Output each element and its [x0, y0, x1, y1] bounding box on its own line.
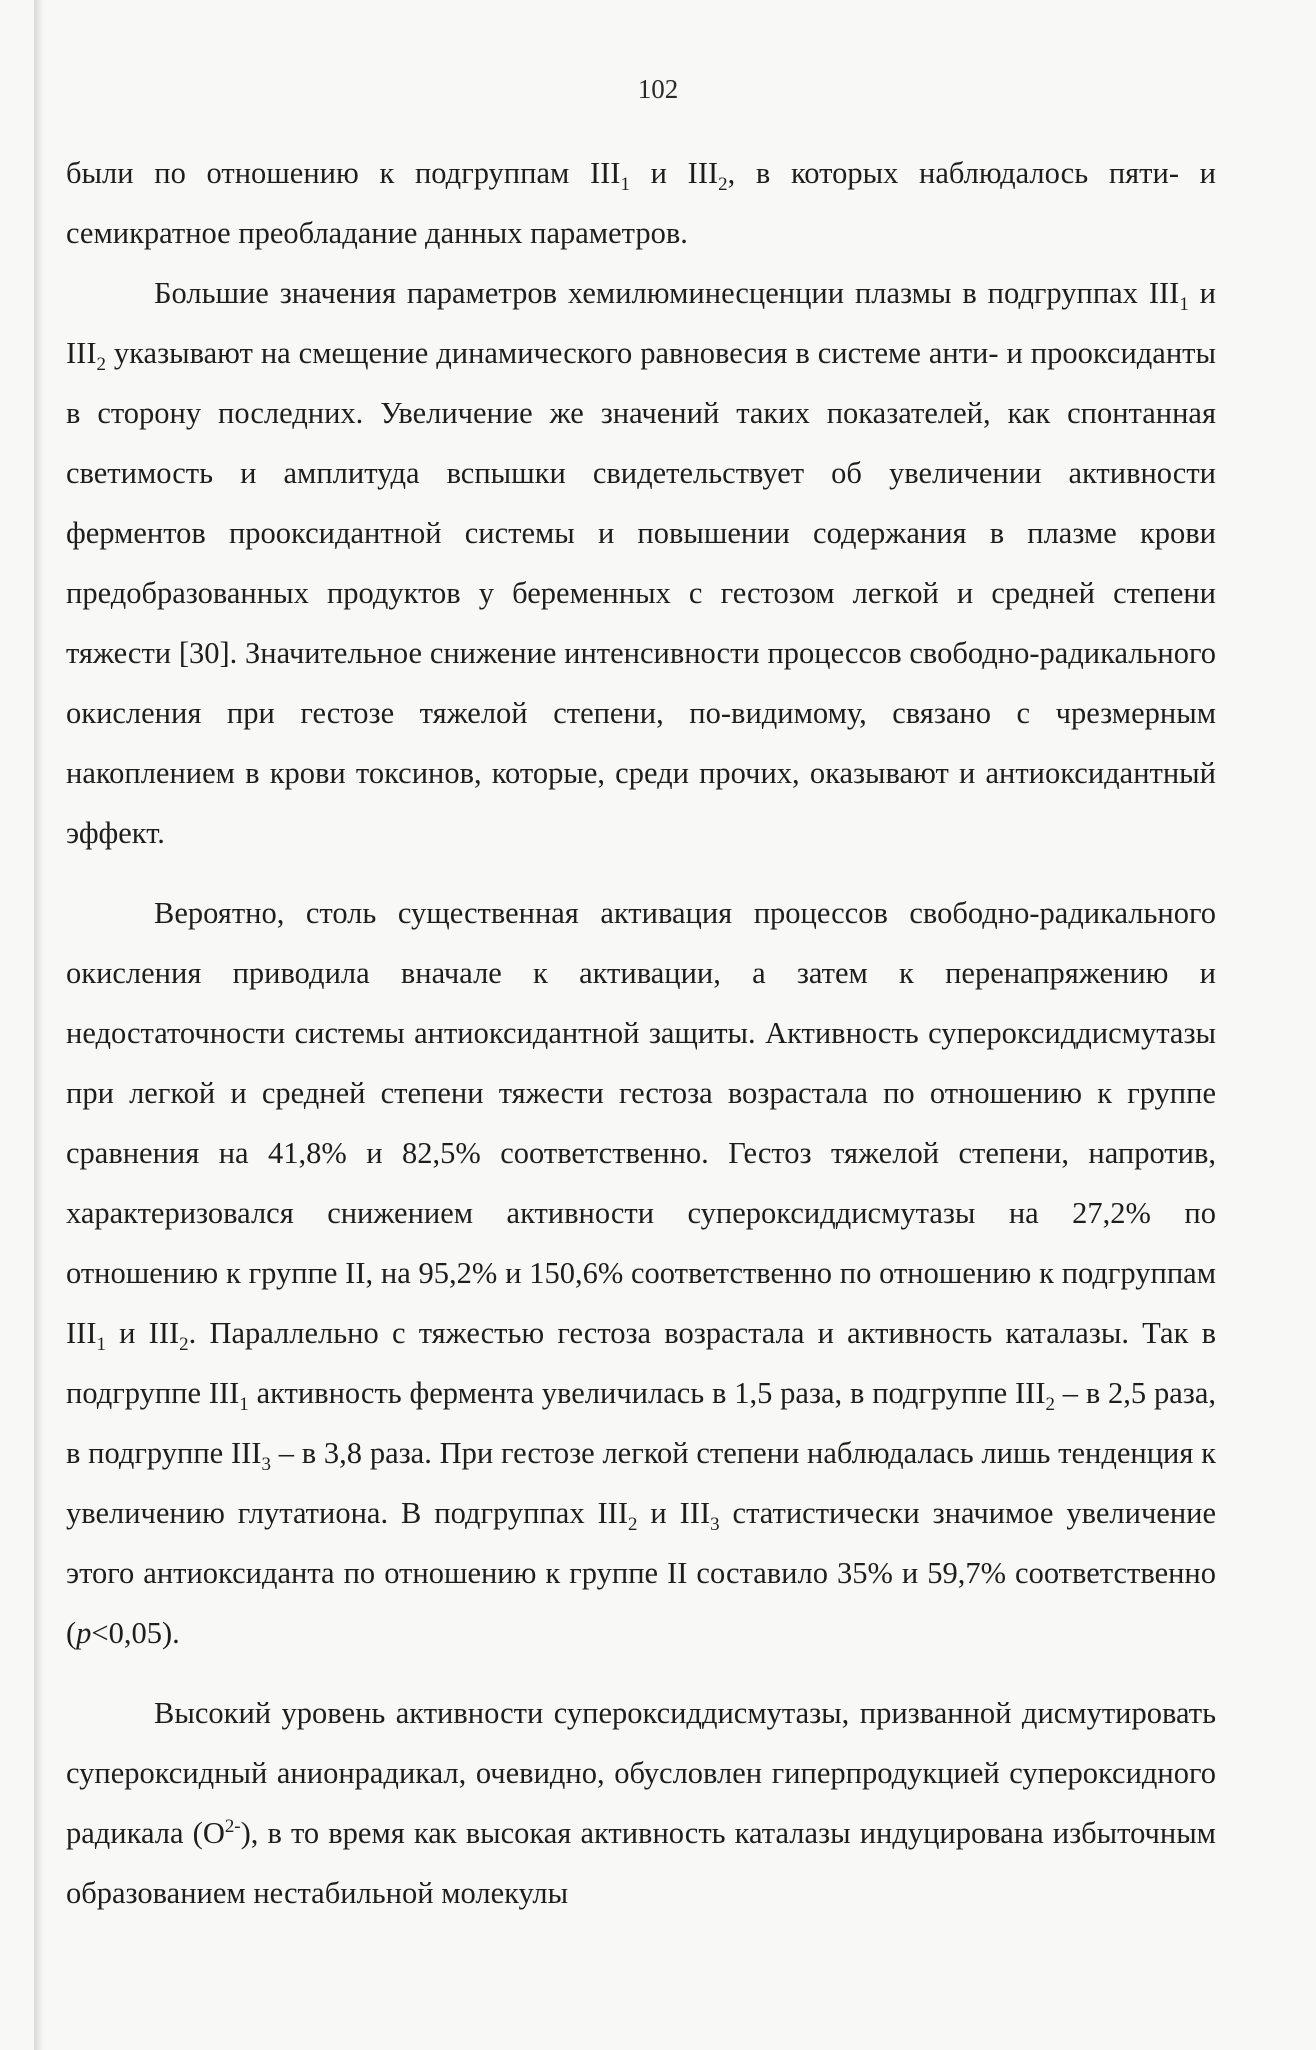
page-edge-shadow — [34, 0, 44, 2050]
paragraph-1: были по отношению к подгруппам $III_1$ и $III_2$, в которых наблюдалось пяти- и семикратное преобладание данных параметров. — [66, 156, 1217, 250]
paragraph-3: Вероятно, столь существенная активация процессов свободно-радикального окисления приводила вначале к активации, а затем к перенапряжению и недостаточности системы антиоксидантной защиты. Активность супероксиддисмутазы при легкой и средней степени тяжести гестоза возрастала по отношению к группе сравнения на 41,8% и 82,5% соответственно. Гестоз тяжелой степени, напротив, характеризовался снижением активности супероксиддисмутазы на 27,2% по отношению к группе II, на 95,2% и 150,6% соответственно по отношению к подгруппам $III_1$ и $III_2$. Параллельно с тяжестью гестоза возрастала и активность каталазы. Так в подгруппе $III_1$ активность фермента увеличилась в 1,5 раза, в подгруппе $III_2$ – в 2,5 раза, в подгруппе $III_3$ – в 3,8 раза. При гестозе легкой степени наблюдалась лишь тенденция к увеличению глутатиона. В подгруппах $III_2$ и $III_3$ статистически значимое увеличение этого антиоксиданта по отношению к группе II составило 35% и 59,7% соответственно (p<0,05). — [66, 896, 1217, 1650]
body-text — [66, 143, 1216, 1923]
paragraph-4: Высокий уровень активности супероксиддисмутазы, призванной дисмутировать супероксидный анионрадикал, очевидно, обусловлен гиперпродукцией супероксидного радикала $(O^{2-})$, в то время как высокая активность каталазы индуцирована избыточным образованием нестабильной молекулы — [66, 1696, 1216, 1910]
paragraph-2: Большие значения параметров хемилюминесценции плазмы в подгруппах $III_1$ и $III_2$ указывают на смещение динамического равновесия в системе анти- и прооксиданты в сторону последних. Увеличение же значений таких показателей, как спонтанная светимость и амплитуда вспышки свидетельствует об увеличении активности ферментов прооксидантной системы и повышении содержания в плазме крови предобразованных продуктов у беременных с гестозом легкой и средней степени тяжести [30]. Значительное снижение интенсивности процессов свободно-радикального окисления при гестозе тяжелой степени, по-видимому, связано с чрезмерным накоплением в крови токсинов, которые, среди прочих, оказывают и антиоксидантный эффект. — [66, 276, 1216, 850]
page-number: 102 — [637, 74, 679, 104]
